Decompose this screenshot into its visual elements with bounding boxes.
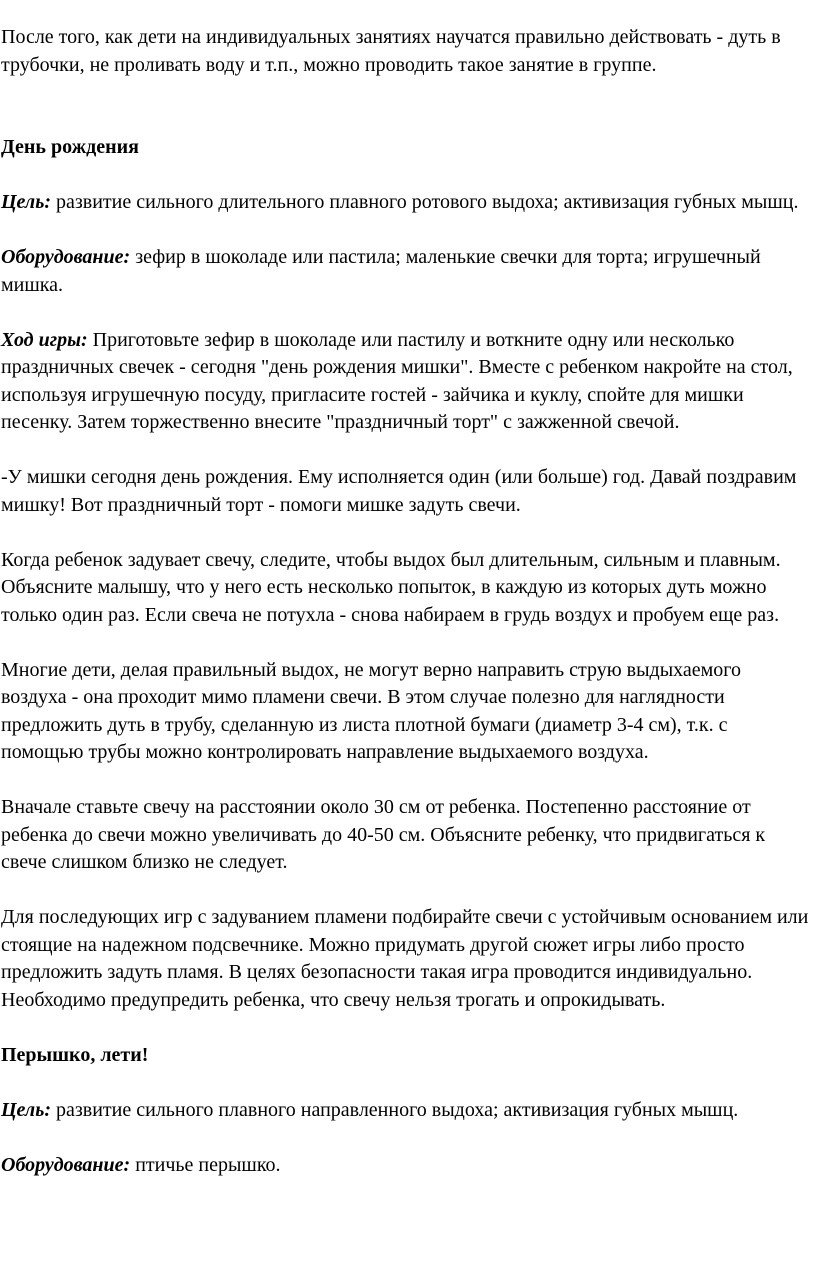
equipment-paragraph-birthday bbox=[1, 244, 810, 299]
body-paragraph: Когда ребенок задувает свечу, следите, чтобы выдох был длительным, сильным и плавным. Объясните малышу, что у него есть несколько попыток, в каждую из которых дуть можно только один раз. Если свеча не потухла - снова набираем в грудь воздух и пробуем еще раз. bbox=[1, 548, 781, 626]
goal-text: развитие сильного плавного направленного выдоха; активизация губных мышц. bbox=[51, 1098, 739, 1121]
body-paragraph: -У мишки сегодня день рождения. Ему исполняется один (или больше) год. Давай поздравим мишку! Вот праздничный торт - помоги мишке задуть свечи. bbox=[1, 466, 797, 516]
body-paragraph: Для последующих игр с задуванием пламени подбирайте свечи с устойчивым основанием или стоящие на надежном подсвечнике. Можно придумать другой сюжет игры либо просто предложить задуть пламя. В целях безопасности такая игра проводится индивидуально. Необходимо предупредить ребенка, что свечу нельзя трогать и опрокидывать. bbox=[1, 906, 809, 1011]
body-paragraph: Многие дети, делая правильный выдох, не могут верно направить струю выдыхаемого воздуха - она проходит мимо пламени свечи. В этом случае полезно для наглядности предложить дуть в трубу, сделанную из листа плотной бумаги (диаметр 3-4 см), т.к. с помощью трубы можно контролировать направление выдыхаемого воздуха. bbox=[1, 658, 741, 763]
equipment-label: Оборудование: bbox=[1, 1153, 131, 1176]
equipment-label: Оборудование: bbox=[1, 246, 131, 268]
goal-label: Цель: bbox=[1, 191, 51, 213]
goal-text: развитие сильного длительного плавного ротового выдоха; активизация губных мышц. bbox=[51, 191, 799, 213]
equipment-text: птичье перышко. bbox=[130, 1153, 281, 1176]
game-title-feather: Перышко, лети! bbox=[1, 1043, 149, 1066]
body-paragraph: Вначале ставьте свечу на расстоянии около 30 см от ребенка. Постепенно расстояние от ребенка до свечи можно увеличивать до 40-50 см. Объясните ребенку, что придвигаться к свече слишком близко не следует. bbox=[1, 796, 766, 873]
goal-paragraph-birthday bbox=[1, 189, 810, 217]
intro-paragraph: После того, как дети на индивидуальных занятиях научатся правильно действовать - дуть в трубочки, не проливать воду и т.п., можно проводить такое занятие в группе. bbox=[1, 26, 781, 76]
procedure-text: Приготовьте зефир в шоколаде или пастилу и воткните одну или несколько праздничных свечек - сегодня "день рождения мишки". Вместе с ребенком накройте на стол, используя игрушечную посуду, пригласите гостей - зайчика и куклу, спойте для мишки песенку. Затем торжественно внесите "праздничный торт" с зажженной свечой. bbox=[1, 328, 793, 433]
game-title-birthday: День рождения bbox=[1, 136, 139, 158]
procedure-label: Ход игры: bbox=[1, 328, 88, 351]
procedure-paragraph-birthday bbox=[1, 327, 810, 437]
goal-label: Цель: bbox=[1, 1098, 51, 1121]
equipment-text: зефир в шоколаде или пастила; маленькие свечки для торта; игрушечный мишка. bbox=[1, 246, 761, 296]
goal-paragraph-feather bbox=[1, 1097, 810, 1125]
equipment-paragraph-feather bbox=[1, 1152, 810, 1180]
